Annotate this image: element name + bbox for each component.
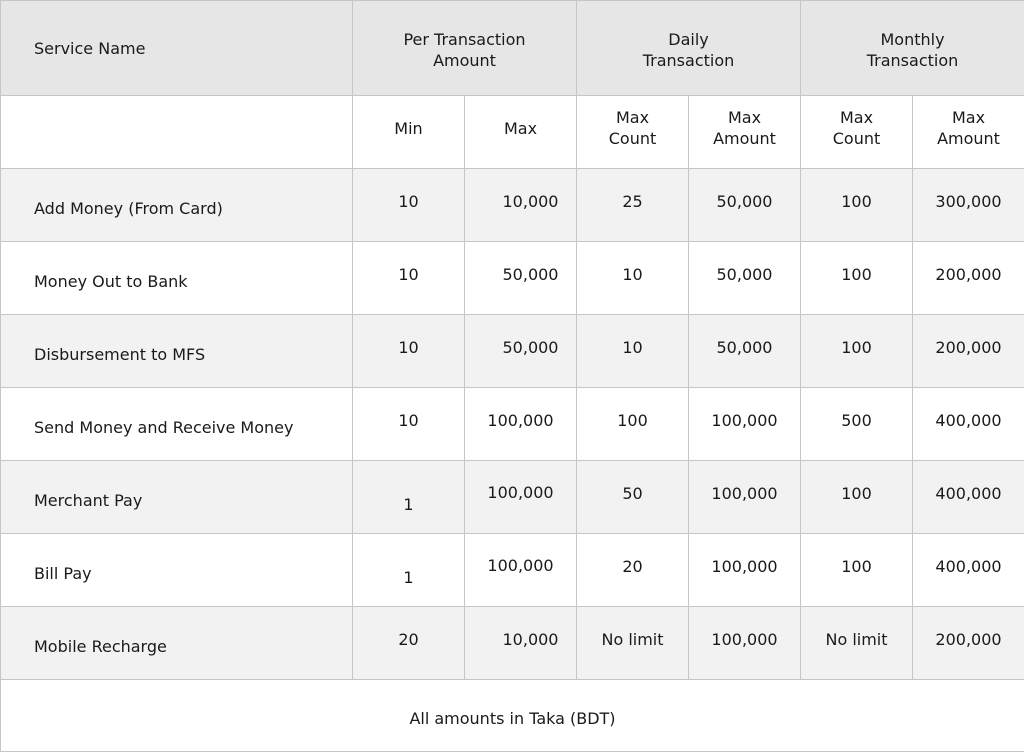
table-row xyxy=(1,534,1024,607)
sub-header-daily-max-amount: Max Amount xyxy=(689,96,801,169)
sub-header-monthly-max-count: Max Count xyxy=(801,96,913,169)
monthly-count-cell: 100 xyxy=(801,461,913,534)
max-cell: 10,000 xyxy=(465,169,577,242)
sub-header-max: Max xyxy=(465,96,577,169)
daily-amount-cell: 100,000 xyxy=(689,388,801,461)
daily-amount-cell: 100,000 xyxy=(689,461,801,534)
daily-count-cell: 25 xyxy=(577,169,689,242)
monthly-amount-cell: 400,000 xyxy=(913,534,1024,607)
table-row xyxy=(1,242,1024,315)
monthly-count-cell: 100 xyxy=(801,315,913,388)
footer-row xyxy=(1,680,1024,752)
min-cell: 1 xyxy=(353,461,465,534)
table-row xyxy=(1,461,1024,534)
daily-amount-cell: 50,000 xyxy=(689,169,801,242)
daily-amount-cell: 50,000 xyxy=(689,242,801,315)
sub-header-blank xyxy=(1,96,353,169)
min-cell: 10 xyxy=(353,315,465,388)
table-row xyxy=(1,388,1024,461)
monthly-amount-cell: 200,000 xyxy=(913,607,1024,680)
max-cell: 50,000 xyxy=(465,315,577,388)
daily-count-cell: 50 xyxy=(577,461,689,534)
monthly-amount-cell: 200,000 xyxy=(913,242,1024,315)
daily-count-cell: 10 xyxy=(577,315,689,388)
table-row xyxy=(1,607,1024,680)
min-cell: 1 xyxy=(353,534,465,607)
monthly-amount-cell: 300,000 xyxy=(913,169,1024,242)
service-name-cell: Money Out to Bank xyxy=(1,242,353,315)
currency-note: All amounts in Taka (BDT) xyxy=(1,680,1024,752)
max-cell: 50,000 xyxy=(465,242,577,315)
service-name-cell: Send Money and Receive Money xyxy=(1,388,353,461)
monthly-amount-cell: 200,000 xyxy=(913,315,1024,388)
monthly-count-cell: 100 xyxy=(801,169,913,242)
daily-amount-cell: 50,000 xyxy=(689,315,801,388)
max-cell: 100,000 xyxy=(465,388,577,461)
daily-count-cell: 10 xyxy=(577,242,689,315)
monthly-amount-cell: 400,000 xyxy=(913,388,1024,461)
monthly-count-cell: No limit xyxy=(801,607,913,680)
group-header-row xyxy=(1,1,1024,96)
monthly-count-cell: 100 xyxy=(801,534,913,607)
service-name-cell: Bill Pay xyxy=(1,534,353,607)
daily-count-cell: No limit xyxy=(577,607,689,680)
header-service-name: Service Name xyxy=(1,1,353,96)
sub-header-monthly-max-amount: Max Amount xyxy=(913,96,1024,169)
header-per-transaction-amount: Per Transaction Amount xyxy=(353,1,577,96)
max-cell: 10,000 xyxy=(465,607,577,680)
service-name-cell: Add Money (From Card) xyxy=(1,169,353,242)
monthly-amount-cell: 400,000 xyxy=(913,461,1024,534)
min-cell: 20 xyxy=(353,607,465,680)
min-cell: 10 xyxy=(353,242,465,315)
table-row xyxy=(1,315,1024,388)
daily-count-cell: 20 xyxy=(577,534,689,607)
daily-amount-cell: 100,000 xyxy=(689,534,801,607)
header-daily-transaction: Daily Transaction xyxy=(577,1,801,96)
header-monthly-transaction: Monthly Transaction xyxy=(801,1,1024,96)
min-cell: 10 xyxy=(353,169,465,242)
max-cell: 100,000 xyxy=(465,534,577,607)
sub-header-row xyxy=(1,96,1024,169)
service-name-cell: Mobile Recharge xyxy=(1,607,353,680)
sub-header-daily-max-count: Max Count xyxy=(577,96,689,169)
max-cell: 100,000 xyxy=(465,461,577,534)
monthly-count-cell: 500 xyxy=(801,388,913,461)
min-cell: 10 xyxy=(353,388,465,461)
service-name-cell: Merchant Pay xyxy=(1,461,353,534)
daily-count-cell: 100 xyxy=(577,388,689,461)
table-row xyxy=(1,169,1024,242)
monthly-count-cell: 100 xyxy=(801,242,913,315)
service-name-cell: Disbursement to MFS xyxy=(1,315,353,388)
sub-header-min: Min xyxy=(353,96,465,169)
daily-amount-cell: 100,000 xyxy=(689,607,801,680)
